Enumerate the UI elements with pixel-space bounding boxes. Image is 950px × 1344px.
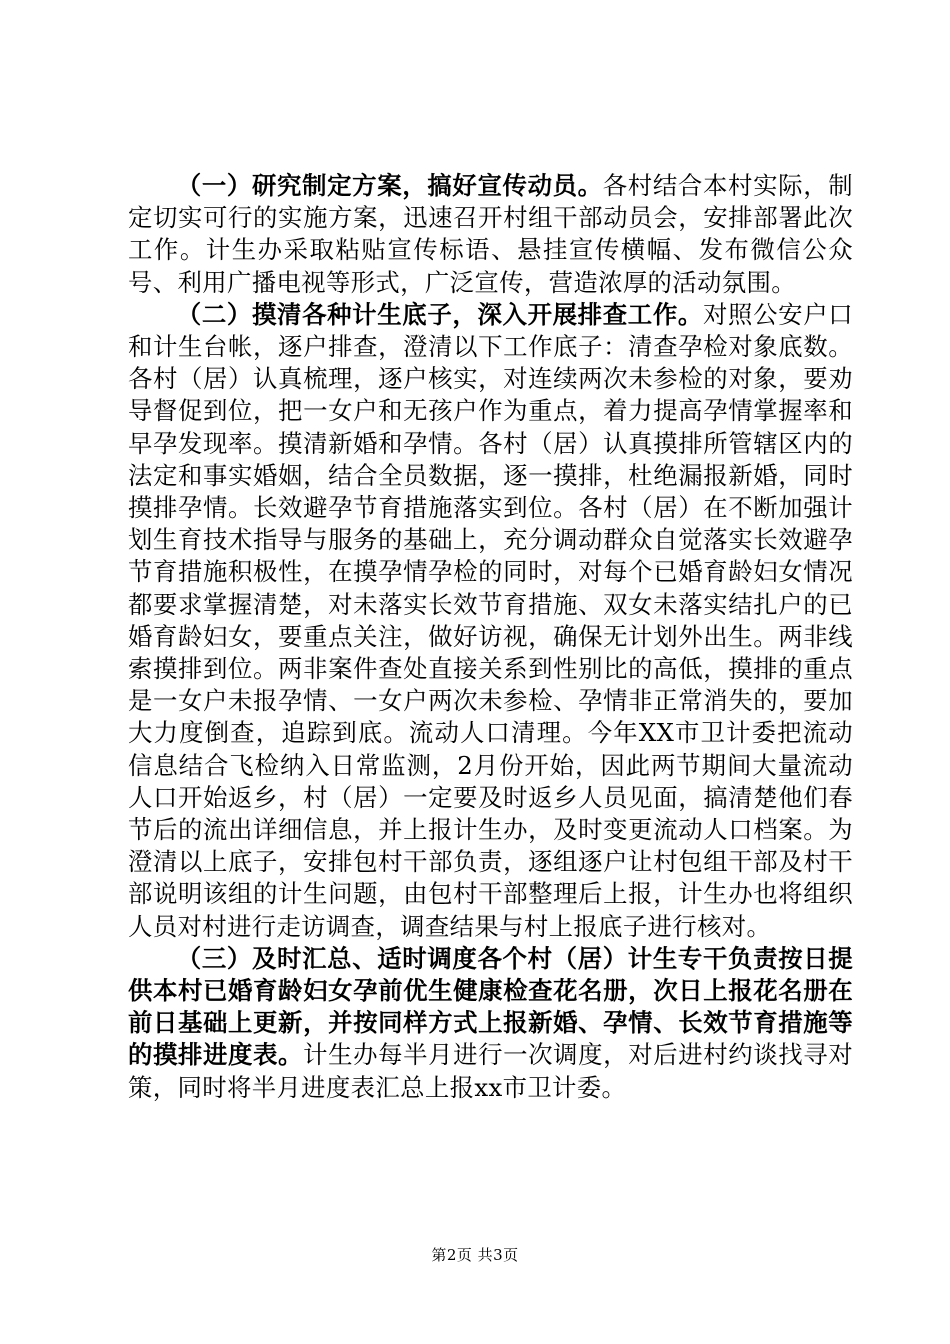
paragraph-2 [128, 299, 853, 943]
section-body-1: 各村结合本村实际，制定切实可行的实施方案，迅速召开村组干部动员会，安排部署此次工作。计生办采取粘贴宣传标语、悬挂宣传横幅、发布微信公众号、利用广播电视等形式，广泛宣传，营造浓厚的活动氛围。 [128, 171, 853, 297]
section-body-2: 对照公安户口和计生台帐，逐户排查，澄清以下工作底子：清查孕检对象底数。各村（居）认真梳理，逐户核实，对连续两次未参检的对象，要劝导督促到位，把一女户和无孩户作为重点，着力提高孕情掌握率和早孕发现率。摸清新婚和孕情。各村（居）认真摸排所管辖区内的法定和事实婚姻，结合全员数据，逐一摸排，杜绝漏报新婚，同时摸排孕情。长效避孕节育措施落实到位。各村（居）在不断加强计划生育技术指导与服务的基础上，充分调动群众自觉落实长效避孕节育措施积极性，在摸孕情孕检的同时，对每个已婚育龄妇女情况都要求掌握清楚，对未落实长效节育措施、双女未落实结扎户的已婚育龄妇女，要重点关注，做好访视，确保无计划外出生。两非线索摸排到位。两非案件查处直接关系到性别比的高低，摸排的重点是一女户未报孕情、一女户两次未参检、孕情非正常消失的，要加大力度倒查，追踪到底。流动人口清理。今年XX市卫计委把流动信息结合飞检纳入日常监测，2月份开始，因此两节期间大量流动人口开始返乡，村（居）一定要及时返乡人员见面，搞清楚他们春节后的流出详细信息，并上报计生办，及时变更流动人口档案。为澄清以上底子，安排包村干部负责，逐组逐户让村包组干部及村干部说明该组的计生问题，由包村干部整理后上报，计生办也将组织人员对村进行走访调查，调查结果与村上报底子进行核对。 [128, 299, 853, 941]
document-page [128, 170, 853, 1104]
section-heading-3: （三）及时汇总、适时调度各个村（居）计生专干负责按日提供本村已婚育龄妇女孕前优生健康检查花名册，次日上报花名册在前日基础上更新，并按同样方式上报新婚、孕情、长效节育措施等的摸排进度表。 [128, 943, 853, 1070]
section-heading-1: （一）研究制定方案，搞好宣传动员。 [176, 171, 603, 200]
section-body-3: 计生办每半月进行一次调度，对后进村约谈找寻对策，同时将半月进度表汇总上报xx市卫计委。 [128, 1040, 854, 1102]
page-number-footer: 第2页 共3页 [431, 1246, 519, 1264]
paragraph-3 [128, 943, 853, 1104]
paragraph-1 [128, 170, 853, 299]
section-heading-2: （二）摸清各种计生底子，深入开展排查工作。 [176, 299, 703, 329]
